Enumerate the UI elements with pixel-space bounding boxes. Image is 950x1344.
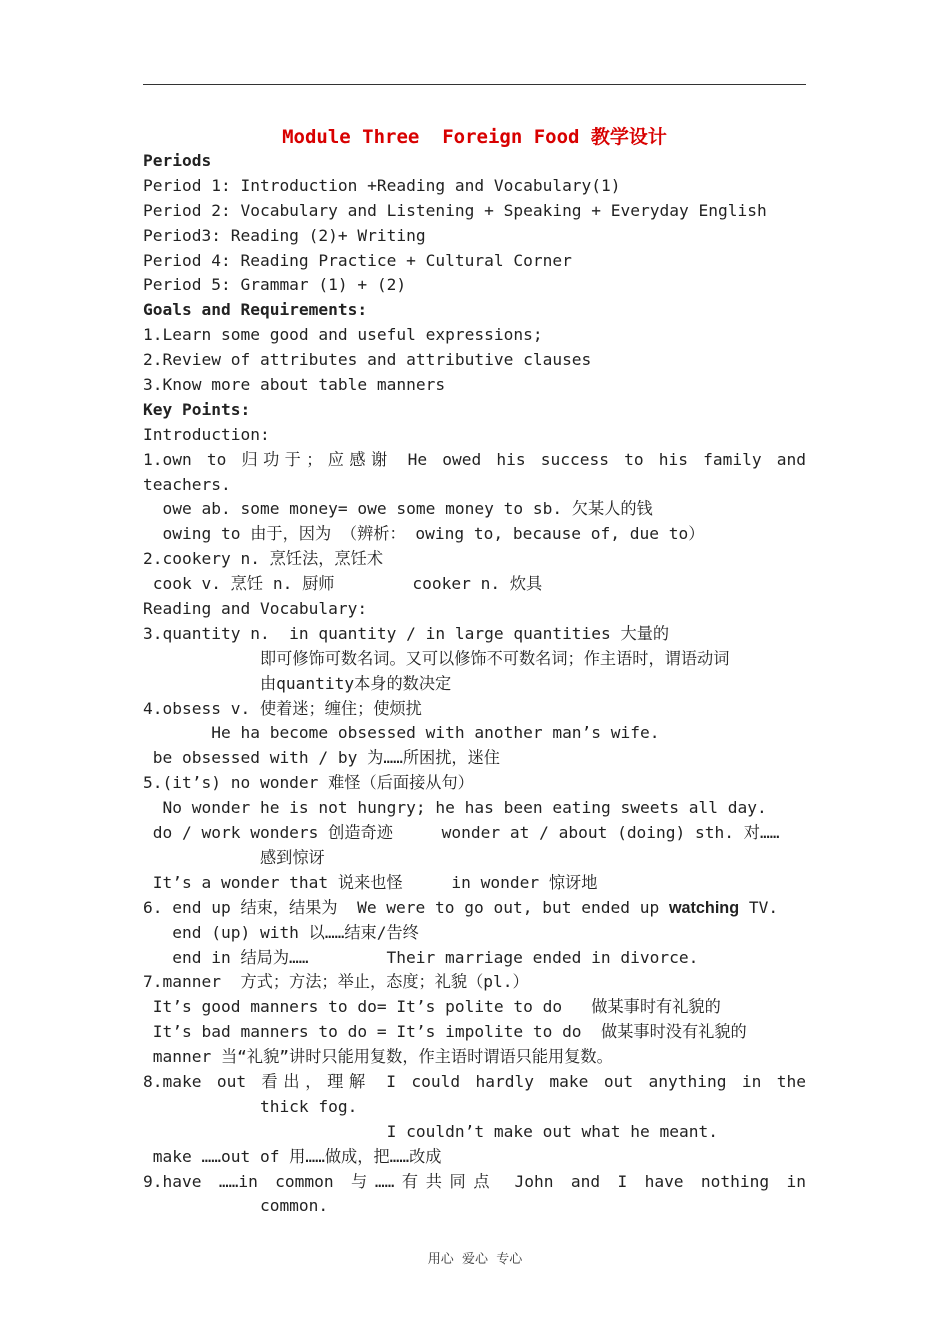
period-item: Period 1: Introduction +Reading and Vocabulary(1) [143, 175, 621, 195]
vocab-line: end (up) with 以……结束/告终 [143, 922, 419, 942]
vocab-line: owe ab. some money= owe some money to sb. 欠某人的钱 [143, 499, 653, 519]
period-item: Period 2: Vocabulary and Listening + Speaking + Everyday English [143, 200, 767, 220]
goal-item: 2.Review of attributes and attributive clauses [143, 350, 592, 370]
vocab-line: 感到惊讶 [143, 847, 325, 867]
vocab-line: teachers. [143, 474, 231, 494]
vocab-line: He ha become obsessed with another man’s wife. [143, 723, 660, 743]
vocab-line: It’s bad manners to do = It’s impolite to do 做某事时没有礼貌的 [143, 1022, 747, 1042]
periods-heading: Periods [143, 151, 212, 170]
vocab-entry-no-wonder: 5.(it’s) no wonder 难怪（后面接从句） [143, 773, 474, 793]
vocab-entry-in-common: 9.have ……in common 与……有共同点 John and I have nothing in [143, 1171, 806, 1191]
period-item: Period 5: Grammar (1) + (2) [143, 275, 407, 295]
vocab-line: It’s good manners to do= It’s polite to do 做某事时有礼貌的 [143, 997, 721, 1017]
header-rule [143, 84, 806, 85]
vocab-line: I couldn’t make out what he meant. [143, 1121, 718, 1141]
section-label: Reading and Vocabulary: [143, 599, 368, 619]
vocab-entry-own-to: 1.own to 归功于；应感谢 He owed his success to his family and [143, 449, 806, 469]
vocab-line: It’s a wonder that 说来也怪 in wonder 惊讶地 [143, 872, 598, 892]
line-text: 6. end up 结束，结果为 We were to go out, but ended up [143, 897, 669, 917]
emphasized-word: watching [668, 898, 740, 917]
vocab-line: 即可修饰可数名词。又可以修饰不可数名词；作主语时，谓语动词 [143, 648, 730, 668]
vocab-line: No wonder he is not hungry; he has been eating sweets all day. [143, 798, 767, 818]
vocab-entry-manner: 7.manner 方式；方法；举止，态度；礼貌（pl.） [143, 972, 529, 992]
goal-item: 1.Learn some good and useful expressions; [143, 325, 543, 345]
page-footer: 用心 爱心 专心 [427, 1252, 523, 1267]
vocab-line: be obsessed with / by 为……所困扰，迷住 [143, 748, 500, 768]
vocab-entry-obsess: 4.obsess v. 使着迷；缠住；使烦扰 [143, 698, 422, 718]
vocab-line: thick fog. [143, 1096, 358, 1116]
period-item: Period 4: Reading Practice + Cultural Corner [143, 250, 572, 270]
vocab-line: common. [143, 1196, 329, 1216]
vocab-entry-cookery: 2.cookery n. 烹饪法，烹饪术 [143, 549, 384, 569]
vocab-line: 由quantity本身的数决定 [143, 673, 452, 693]
vocab-line: make ……out of 用……做成，把……改成 [143, 1146, 442, 1166]
vocab-entry-quantity: 3.quantity n. in quantity / in large quantities 大量的 [143, 623, 670, 643]
document-title: Module Three Foreign Food 教学设计 [282, 126, 667, 148]
line-text: TV. [739, 897, 779, 917]
goal-item: 3.Know more about table manners [143, 375, 446, 395]
vocab-line: owing to 由于，因为 （辨析： owing to, because of, due to） [143, 524, 705, 544]
period-item: Period3: Reading (2)+ Writing [143, 225, 426, 245]
goals-heading: Goals and Requirements: [143, 300, 368, 320]
vocab-line: end in 结局为…… Their marriage ended in divorce. [143, 947, 699, 967]
vocab-line: do / work wonders 创造奇迹 wonder at / about (doing) sth. 对…… [143, 823, 780, 843]
vocab-line: manner 当“礼貌”讲时只能用复数，作主语时谓语只能用复数。 [143, 1047, 613, 1067]
key-points-heading: Key Points: [143, 399, 251, 419]
section-label: Introduction: [143, 424, 270, 444]
vocab-line: cook v. 烹饪 n. 厨师 cooker n. 炊具 [143, 574, 543, 594]
vocab-entry-make-out: 8.make out 看出，理解 I could hardly make out anything in the [143, 1071, 806, 1091]
document-body [143, 149, 806, 1219]
vocab-entry-end-up [143, 896, 806, 921]
